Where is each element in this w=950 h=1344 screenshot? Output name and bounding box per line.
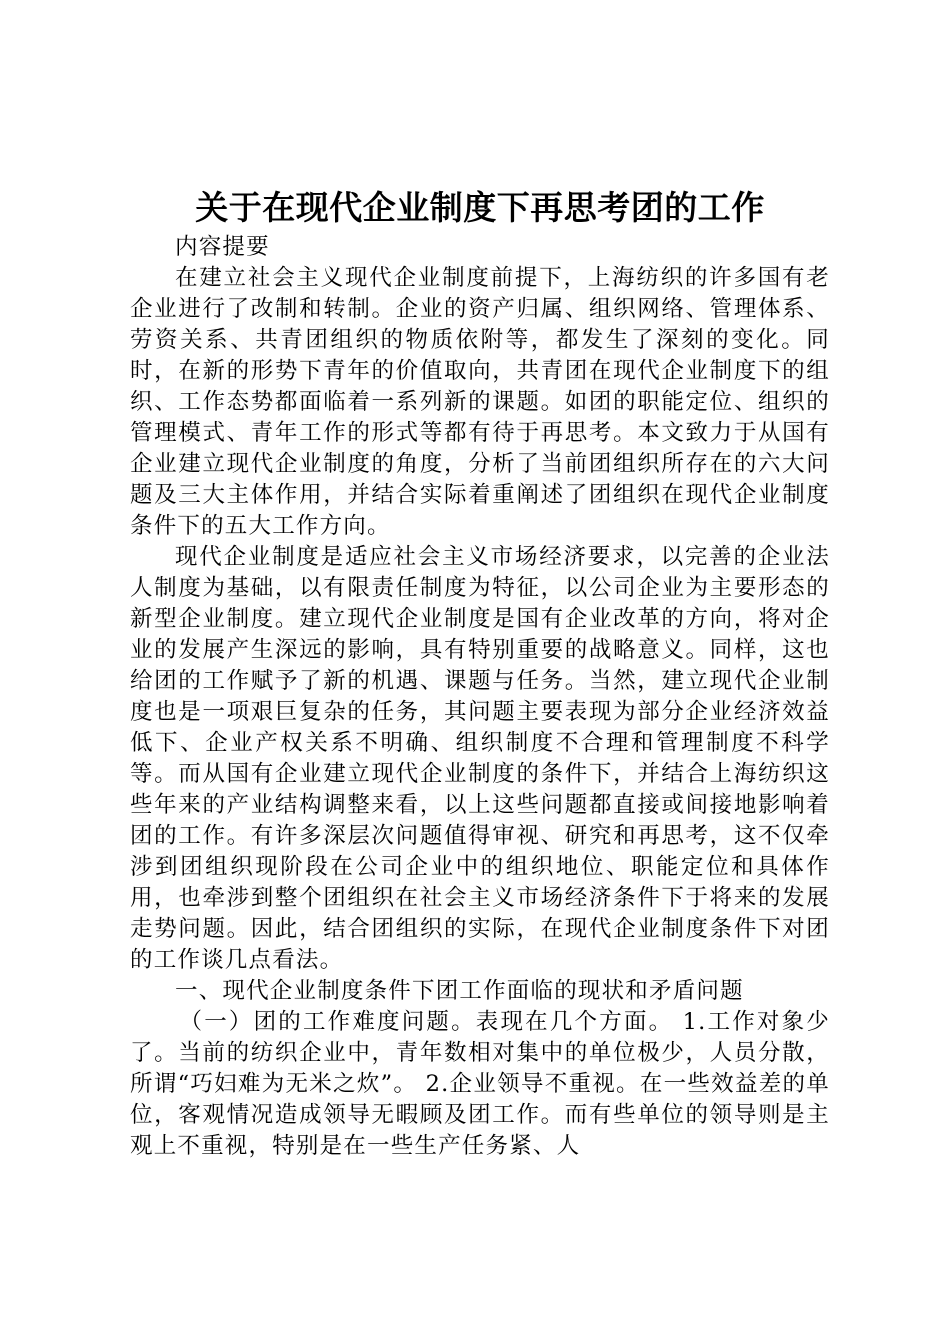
section-heading: 一、现代企业制度条件下团工作面临的现状和矛盾问题 xyxy=(175,978,744,1004)
abstract-paragraph: 在建立社会主义现代企业制度前提下，上海纺织的许多国有老企业进行了改制和转制。企业的资产归属、组织网络、管理体系、劳资关系、共青团组织的物质依附等，都发生了深刻的变化。同时，在新的形势下青年的价值取向，共青团在现代企业制度下的组织、工作态势都面临着一系列新的课题。如团的职能定位、组织的管理模式、青年工作的形式等都有待于再思考。本文致力于从国有企业建立现代企业制度的角度，分析了当前团组织所存在的六大问题及三大主体作用，并结合实际着重阐述了团组织在现代企业制度条件下的五大工作方向。 xyxy=(130,265,830,539)
body-paragraph: （一）团的工作难度问题。表现在几个方面。 1.工作对象少了。当前的纺织企业中，青年数相对集中的单位极少，人员分散，所谓“巧妇难为无米之炊”。 2.企业领导不重视。在一些效益差的单位，客观情况造成领导无暇顾及团工作。而有些单位的领导则是主观上不重视，特别是在一些生产任务紧、人 xyxy=(130,1009,830,1159)
intro-paragraph: 现代企业制度是适应社会主义市场经济要求，以完善的企业法人制度为基础，以有限责任制度为特征，以公司企业为主要形态的新型企业制度。建立现代企业制度是国有企业改革的方向，将对企业的发展产生深远的影响，具有特别重要的战略意义。同样，这也给团的工作赋予了新的机遇、课题与任务。当然，建立现代企业制度也是一项艰巨复杂的任务，其问题主要表现为部分企业经济效益低下、企业产权关系不明确、组织制度不合理和管理制度不科学等。而从国有企业建立现代企业制度的条件下，并结合上海纺织这些年来的产业结构调整来看，以上这些问题都直接或间接地影响着团的工作。有许多深层次问题值得审视、研究和再思考，这不仅牵涉到团组织现阶段在公司企业中的组织地位、职能定位和具体作用，也牵涉到整个团组织在社会主义市场经济条件下于将来的发展走势问题。因此，结合团组织的实际，在现代企业制度条件下对团的工作谈几点看法。 xyxy=(130,544,830,973)
abstract-label: 内容提要 xyxy=(175,234,270,260)
document-page xyxy=(130,184,830,1162)
document-title: 关于在现代企业制度下再思考团的工作 xyxy=(195,188,765,227)
